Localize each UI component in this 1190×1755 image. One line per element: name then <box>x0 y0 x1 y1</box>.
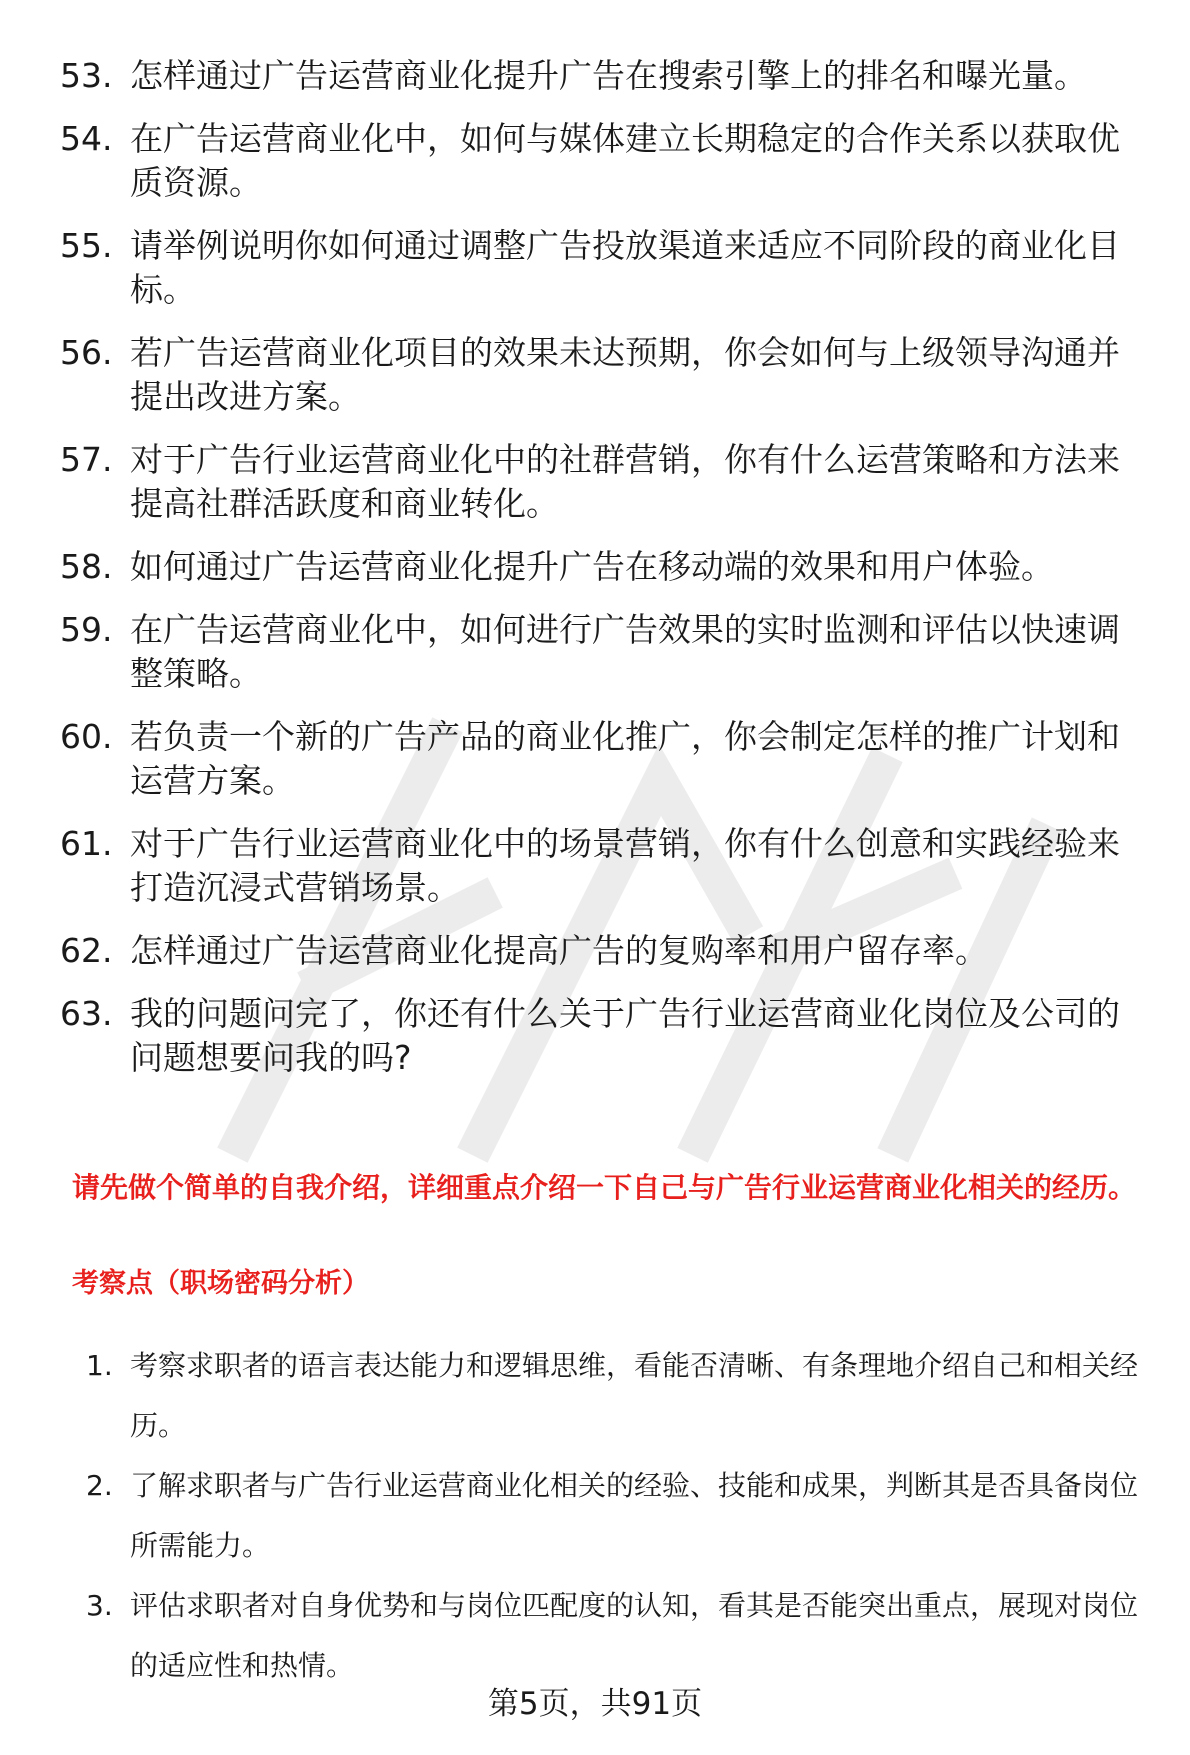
question-text: 若负责一个新的广告产品的商业化推广，你会制定怎样的推广计划和运营方案。 <box>130 717 1120 800</box>
question-text: 若广告运营商业化项目的效果未达预期，你会如何与上级领导沟通并提出改进方案。 <box>130 333 1120 416</box>
question-item <box>60 608 1150 696</box>
question-item <box>60 545 1150 589</box>
question-item <box>60 117 1150 205</box>
analysis-point <box>86 1456 1150 1576</box>
question-number: 57. <box>60 440 113 479</box>
question-number: 58. <box>60 547 113 586</box>
question-text: 在广告运营商业化中，如何与媒体建立长期稳定的合作关系以获取优质资源。 <box>130 119 1120 202</box>
point-number: 1. <box>86 1349 113 1382</box>
question-number: 60. <box>60 717 113 756</box>
question-number: 63. <box>60 994 113 1033</box>
analysis-points-list <box>86 1336 1150 1696</box>
question-text: 如何通过广告运营商业化提升广告在移动端的效果和用户体验。 <box>130 547 1054 586</box>
question-number: 54. <box>60 119 113 158</box>
question-item <box>60 54 1150 98</box>
question-text: 请举例说明你如何通过调整广告投放渠道来适应不同阶段的商业化目标。 <box>130 226 1120 309</box>
point-text: 考察求职者的语言表达能力和逻辑思维，看能否清晰、有条理地介绍自己和相关经历。 <box>130 1349 1139 1442</box>
question-item <box>60 331 1150 419</box>
question-text: 在广告运营商业化中，如何进行广告效果的实时监测和评估以快速调整策略。 <box>130 610 1120 693</box>
question-item <box>60 224 1150 312</box>
point-number: 3. <box>86 1589 113 1622</box>
question-list <box>60 54 1150 1099</box>
question-number: 59. <box>60 610 113 649</box>
question-text: 对于广告行业运营商业化中的场景营销，你有什么创意和实践经验来打造沉浸式营销场景。 <box>130 824 1120 907</box>
question-number: 56. <box>60 333 113 372</box>
question-text: 我的问题问完了，你还有什么关于广告行业运营商业化岗位及公司的问题想要问我的吗? <box>130 994 1120 1077</box>
analysis-point <box>86 1336 1150 1456</box>
highlighted-question: 请先做个简单的自我介绍，详细重点介绍一下自己与广告行业运营商业化相关的经历。 <box>72 1171 1137 1204</box>
point-text: 评估求职者对自身优势和与岗位匹配度的认知，看其是否能突出重点，展现对岗位的适应性和热情。 <box>130 1589 1139 1682</box>
analysis-heading: 考察点（职场密码分析） <box>72 1268 369 1299</box>
question-item <box>60 715 1150 803</box>
question-number: 53. <box>60 56 113 95</box>
question-number: 62. <box>60 931 113 970</box>
analysis-point <box>86 1576 1150 1696</box>
question-item <box>60 929 1150 973</box>
page-footer: 第5页，共91页 <box>487 1686 703 1722</box>
question-item <box>60 438 1150 526</box>
question-text: 对于广告行业运营商业化中的社群营销，你有什么运营策略和方法来提高社群活跃度和商业转化。 <box>130 440 1120 523</box>
question-item <box>60 992 1150 1080</box>
point-number: 2. <box>86 1469 113 1502</box>
question-item <box>60 822 1150 910</box>
point-text: 了解求职者与广告行业运营商业化相关的经验、技能和成果，判断其是否具备岗位所需能力。 <box>130 1469 1139 1562</box>
question-text: 怎样通过广告运营商业化提升广告在搜索引擎上的排名和曝光量。 <box>130 56 1087 95</box>
question-number: 61. <box>60 824 113 863</box>
question-number: 55. <box>60 226 113 265</box>
question-text: 怎样通过广告运营商业化提高广告的复购率和用户留存率。 <box>130 931 988 970</box>
